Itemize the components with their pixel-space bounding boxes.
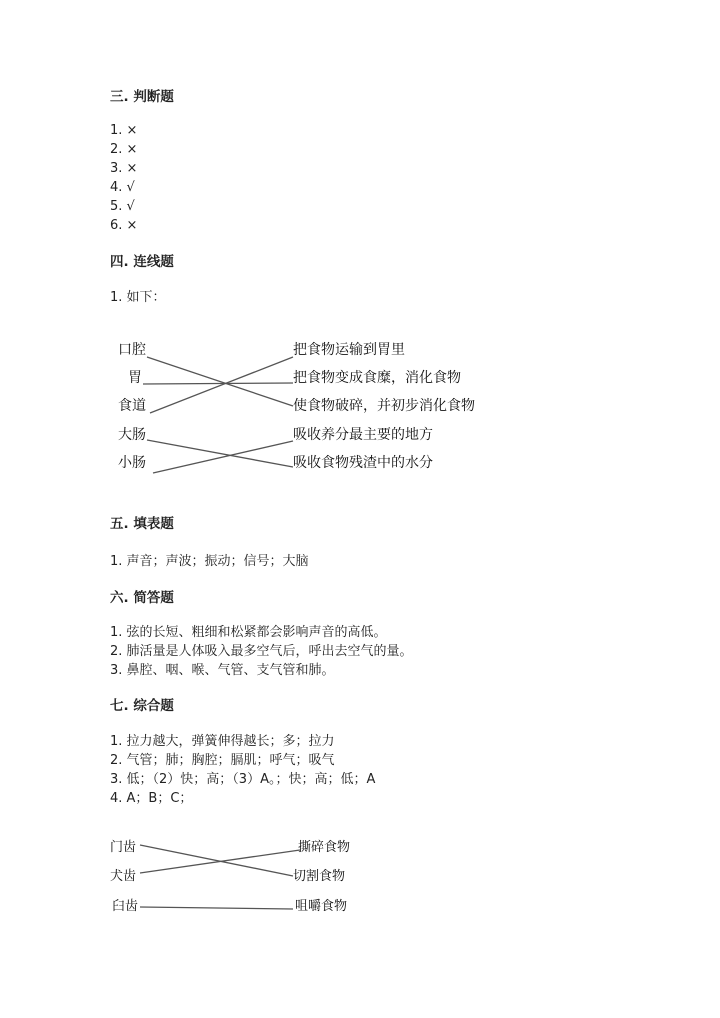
left-label: 犬齿 [110, 869, 137, 884]
right-label: 吸收食物残渣中的水分 [293, 455, 433, 471]
right-label: 使食物破碎，并初步消化食物 [293, 398, 475, 414]
left-label: 胃 [128, 370, 142, 386]
connector-line [140, 907, 293, 909]
answer-item: 6. × [110, 218, 138, 233]
answer-item: 1. 如下： [110, 290, 166, 305]
connector-line [140, 850, 300, 873]
answer-item: 1. 拉力越大，弹簧伸得越长；多；拉力 [110, 734, 335, 749]
answer-item: 1. 弦的长短、粗细和松紧都会影响声音的高低。 [110, 625, 387, 640]
section-heading: 七. 综合题 [110, 698, 174, 714]
connector-line [147, 357, 293, 406]
answer-item: 5. √ [110, 199, 135, 214]
left-label: 门齿 [110, 840, 137, 855]
section-heading: 六. 简答题 [110, 590, 174, 606]
section-heading: 三. 判断题 [110, 89, 174, 105]
answer-item: 2. 气管；肺；胸腔；膈肌；呼气；吸气 [110, 753, 335, 768]
answer-item: 3. 低；（2）快；高；（3）A。；快；高；低；A [110, 772, 376, 787]
right-label: 咀嚼食物 [295, 899, 348, 914]
left-label: 臼齿 [112, 899, 139, 914]
section-heading: 五. 填表题 [110, 516, 174, 532]
answer-item: 1. × [110, 123, 138, 138]
connector-line [143, 383, 293, 384]
answer-item: 4. A；B；C； [110, 791, 193, 806]
right-label: 把食物变成食糜，消化食物 [293, 370, 461, 386]
answer-item: 2. 肺活量是人体吸入最多空气后，呼出去空气的量。 [110, 644, 413, 659]
answer-item: 3. 鼻腔、咽、喉、气管、支气管和肺。 [110, 663, 335, 678]
answer-item: 2. × [110, 142, 138, 157]
left-label: 食道 [118, 398, 146, 414]
left-label: 小肠 [118, 455, 146, 471]
connector-line [153, 441, 293, 473]
left-label: 大肠 [118, 427, 146, 443]
right-label: 吸收养分最主要的地方 [293, 427, 433, 443]
answer-item: 3. × [110, 161, 138, 176]
answer-item: 4. √ [110, 180, 135, 195]
left-label: 口腔 [118, 342, 146, 358]
right-label: 把食物运输到胃里 [293, 342, 405, 358]
answer-item: 1. 声音；声波；振动；信号；大脑 [110, 554, 309, 569]
connector-line [140, 845, 293, 876]
right-label: 撕碎食物 [298, 840, 351, 855]
section-heading: 四. 连线题 [110, 254, 174, 270]
right-label: 切割食物 [293, 869, 346, 884]
connector-line [147, 440, 293, 467]
